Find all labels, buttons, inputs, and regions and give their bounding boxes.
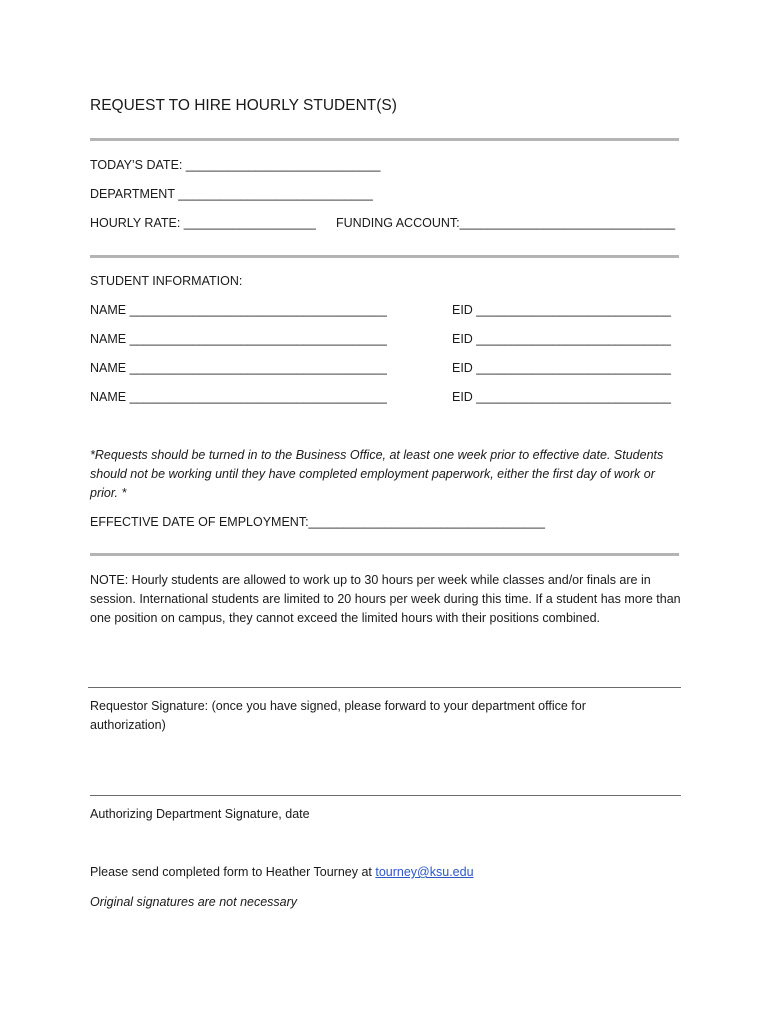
effective-date-field[interactable]: EFFECTIVE DATE OF EMPLOYMENT:__________________________________ <box>90 515 545 529</box>
originals-note: Original signatures are not necessary <box>90 895 298 909</box>
student-eid-field[interactable]: EID ____________________________ <box>452 332 671 346</box>
form-title: REQUEST TO HIRE HOURLY STUDENT(S) <box>90 97 397 114</box>
send-to-text <box>90 865 474 880</box>
student-name-field[interactable]: NAME _____________________________________ <box>90 303 387 317</box>
student-eid-field[interactable]: EID ____________________________ <box>452 361 671 375</box>
student-eid-field[interactable]: EID ____________________________ <box>452 390 671 404</box>
requestor-signature-label: Requestor Signature: (once you have signed, please forward to your department office for authorization) <box>90 699 586 732</box>
funding-account-field[interactable]: FUNDING ACCOUNT:_______________________________ <box>336 216 676 230</box>
authorizing-signature-line <box>90 795 681 796</box>
student-information-heading: STUDENT INFORMATION: <box>90 274 243 288</box>
section-divider <box>90 255 679 258</box>
section-divider <box>90 138 679 141</box>
email-link[interactable]: tourney@ksu.edu <box>375 865 474 879</box>
send-to-label: Please send completed form to Heather Tourney at <box>90 865 376 879</box>
authorizing-signature-label: Authorizing Department Signature, date <box>90 807 310 821</box>
student-name-field[interactable]: NAME _____________________________________ <box>90 361 387 375</box>
requests-note: *Requests should be turned in to the Business Office, at least one week prior to effective date. Students should not be working until they have completed employment paperwork, either the first day of work or prior. * <box>90 448 664 500</box>
hours-note: NOTE: Hourly students are allowed to work up to 30 hours per week while classes and/or finals are in session. International students are limited to 20 hours per week during this time. If a student has more than one position on campus, they cannot exceed the limited hours with their positions combined. <box>90 573 681 625</box>
hourly-rate-field[interactable]: HOURLY RATE: ___________________ <box>90 216 316 230</box>
student-name-field[interactable]: NAME _____________________________________ <box>90 332 387 346</box>
requestor-signature-line <box>88 687 681 688</box>
student-eid-field[interactable]: EID ____________________________ <box>452 303 671 317</box>
section-divider <box>90 553 679 556</box>
student-name-field[interactable]: NAME _____________________________________ <box>90 390 387 404</box>
todays-date-field[interactable]: TODAY’S DATE: ____________________________ <box>90 158 381 172</box>
department-field[interactable]: DEPARTMENT ____________________________ <box>90 187 373 201</box>
